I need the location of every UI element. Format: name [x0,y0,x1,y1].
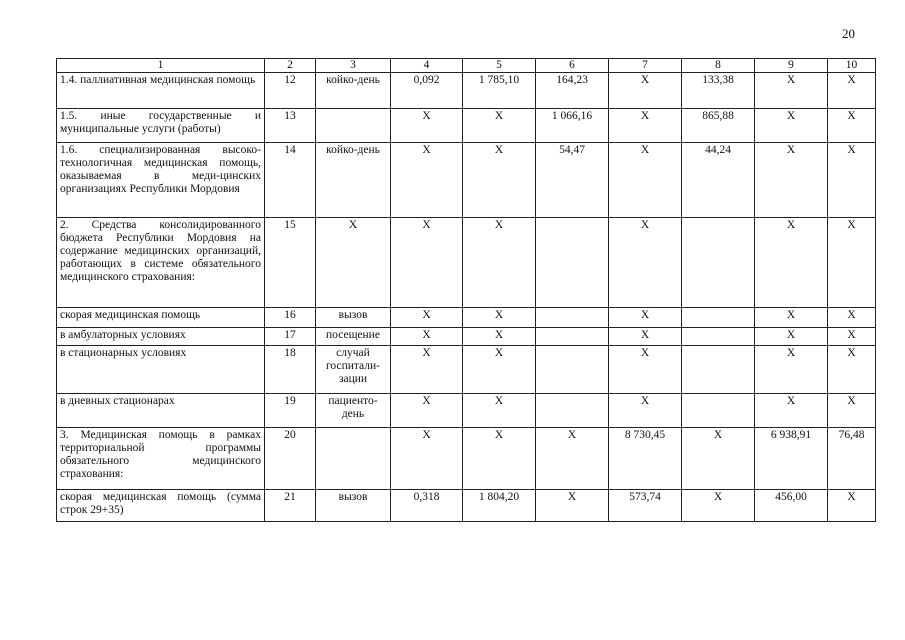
value-cell: 6 938,91 [755,428,828,490]
value-cell: Х [391,394,463,428]
data-table [56,58,876,522]
value-cell: Х [463,218,536,308]
value-cell [536,394,609,428]
value-cell [682,328,755,346]
table-row [57,428,876,490]
table-row [57,394,876,428]
column-header: 8 [682,59,755,73]
value-cell: Х [609,218,682,308]
value-cell: Х [828,143,876,218]
value-cell: Х [828,109,876,143]
value-cell: Х [391,346,463,394]
value-cell: 456,00 [755,490,828,522]
unit-cell: вызов [316,490,391,522]
value-cell [682,346,755,394]
value-cell: Х [828,346,876,394]
value-cell: 8 730,45 [609,428,682,490]
value-cell: Х [463,346,536,394]
value-cell: 76,48 [828,428,876,490]
table-row [57,109,876,143]
value-cell: Х [463,428,536,490]
value-cell: Х [463,328,536,346]
column-header: 4 [391,59,463,73]
row-name-cell: скорая медицинская помощь (сумма строк 29+35) [57,490,265,522]
value-cell: Х [391,143,463,218]
value-cell: Х [828,218,876,308]
value-cell: Х [755,143,828,218]
value-cell [682,218,755,308]
column-header: 7 [609,59,682,73]
row-name-cell: 3. Медицинская помощь в рамках территориальной программы обязательного медицинского страхования: [57,428,265,490]
value-cell: Х [755,328,828,346]
column-header: 5 [463,59,536,73]
unit-cell: пациенто-день [316,394,391,428]
unit-cell: вызов [316,308,391,328]
unit-cell: койко-день [316,143,391,218]
value-cell: Х [755,73,828,109]
column-header: 3 [316,59,391,73]
value-cell: Х [463,308,536,328]
column-header: 6 [536,59,609,73]
row-name-cell: 1.5. иные государственные и муниципальные услуги (работы) [57,109,265,143]
value-cell: Х [682,428,755,490]
value-cell [536,346,609,394]
row-number-cell: 21 [265,490,316,522]
value-cell: Х [463,143,536,218]
value-cell: Х [609,143,682,218]
unit-cell: посещение [316,328,391,346]
value-cell: 1 785,10 [463,73,536,109]
table-row [57,328,876,346]
row-number-cell: 16 [265,308,316,328]
row-name-cell: 2. Средства консолидированного бюджета Республики Мордовия на содержание медицинских организаций, работающих в системе обязательного медицинского страхования: [57,218,265,308]
value-cell: Х [463,394,536,428]
column-header: 10 [828,59,876,73]
value-cell: Х [391,218,463,308]
value-cell: Х [391,308,463,328]
value-cell: 44,24 [682,143,755,218]
table-row [57,490,876,522]
page-number: 20 [842,26,855,41]
value-cell: Х [609,308,682,328]
column-header: 1 [57,59,265,73]
unit-cell: койко-день [316,73,391,109]
value-cell [536,328,609,346]
table-row [57,73,876,109]
column-header: 2 [265,59,316,73]
row-number-cell: 13 [265,109,316,143]
unit-cell: случай госпитали-зации [316,346,391,394]
value-cell: Х [463,109,536,143]
table-row [57,143,876,218]
row-number-cell: 15 [265,218,316,308]
value-cell: 1 804,20 [463,490,536,522]
value-cell: 573,74 [609,490,682,522]
row-number-cell: 18 [265,346,316,394]
value-cell: Х [609,73,682,109]
value-cell [536,218,609,308]
value-cell: Х [609,346,682,394]
value-cell: 865,88 [682,109,755,143]
value-cell: Х [755,346,828,394]
row-name-cell: в амбулаторных условиях [57,328,265,346]
table-row [57,346,876,394]
value-cell: Х [755,308,828,328]
value-cell: 0,318 [391,490,463,522]
value-cell: Х [828,308,876,328]
row-name-cell: скорая медицинская помощь [57,308,265,328]
unit-cell: Х [316,218,391,308]
row-number-cell: 17 [265,328,316,346]
column-header: 9 [755,59,828,73]
value-cell: Х [828,328,876,346]
value-cell: Х [828,490,876,522]
row-name-cell: 1.6. специализированная высоко-технологичная медицинская помощь, оказываемая в меди-цинских организациях Республики Мордовия [57,143,265,218]
value-cell: Х [536,428,609,490]
table-row [57,308,876,328]
value-cell: Х [755,109,828,143]
unit-cell [316,109,391,143]
value-cell: Х [755,218,828,308]
value-cell: Х [755,394,828,428]
row-number-cell: 20 [265,428,316,490]
value-cell: Х [828,394,876,428]
row-number-cell: 12 [265,73,316,109]
value-cell: Х [391,109,463,143]
value-cell: Х [828,73,876,109]
row-name-cell: в дневных стационарах [57,394,265,428]
value-cell: Х [391,428,463,490]
value-cell: 0,092 [391,73,463,109]
value-cell: Х [609,328,682,346]
row-number-cell: 19 [265,394,316,428]
value-cell: 54,47 [536,143,609,218]
value-cell: 164,23 [536,73,609,109]
value-cell: Х [391,328,463,346]
header-row [57,59,876,73]
value-cell [682,308,755,328]
table-row [57,218,876,308]
value-cell: Х [682,490,755,522]
unit-cell [316,428,391,490]
row-number-cell: 14 [265,143,316,218]
value-cell: 1 066,16 [536,109,609,143]
value-cell: Х [536,490,609,522]
row-name-cell: 1.4. паллиативная медицинская помощь [57,73,265,109]
value-cell [682,394,755,428]
row-name-cell: в стационарных условиях [57,346,265,394]
value-cell: Х [609,394,682,428]
value-cell: Х [609,109,682,143]
value-cell [536,308,609,328]
value-cell: 133,38 [682,73,755,109]
